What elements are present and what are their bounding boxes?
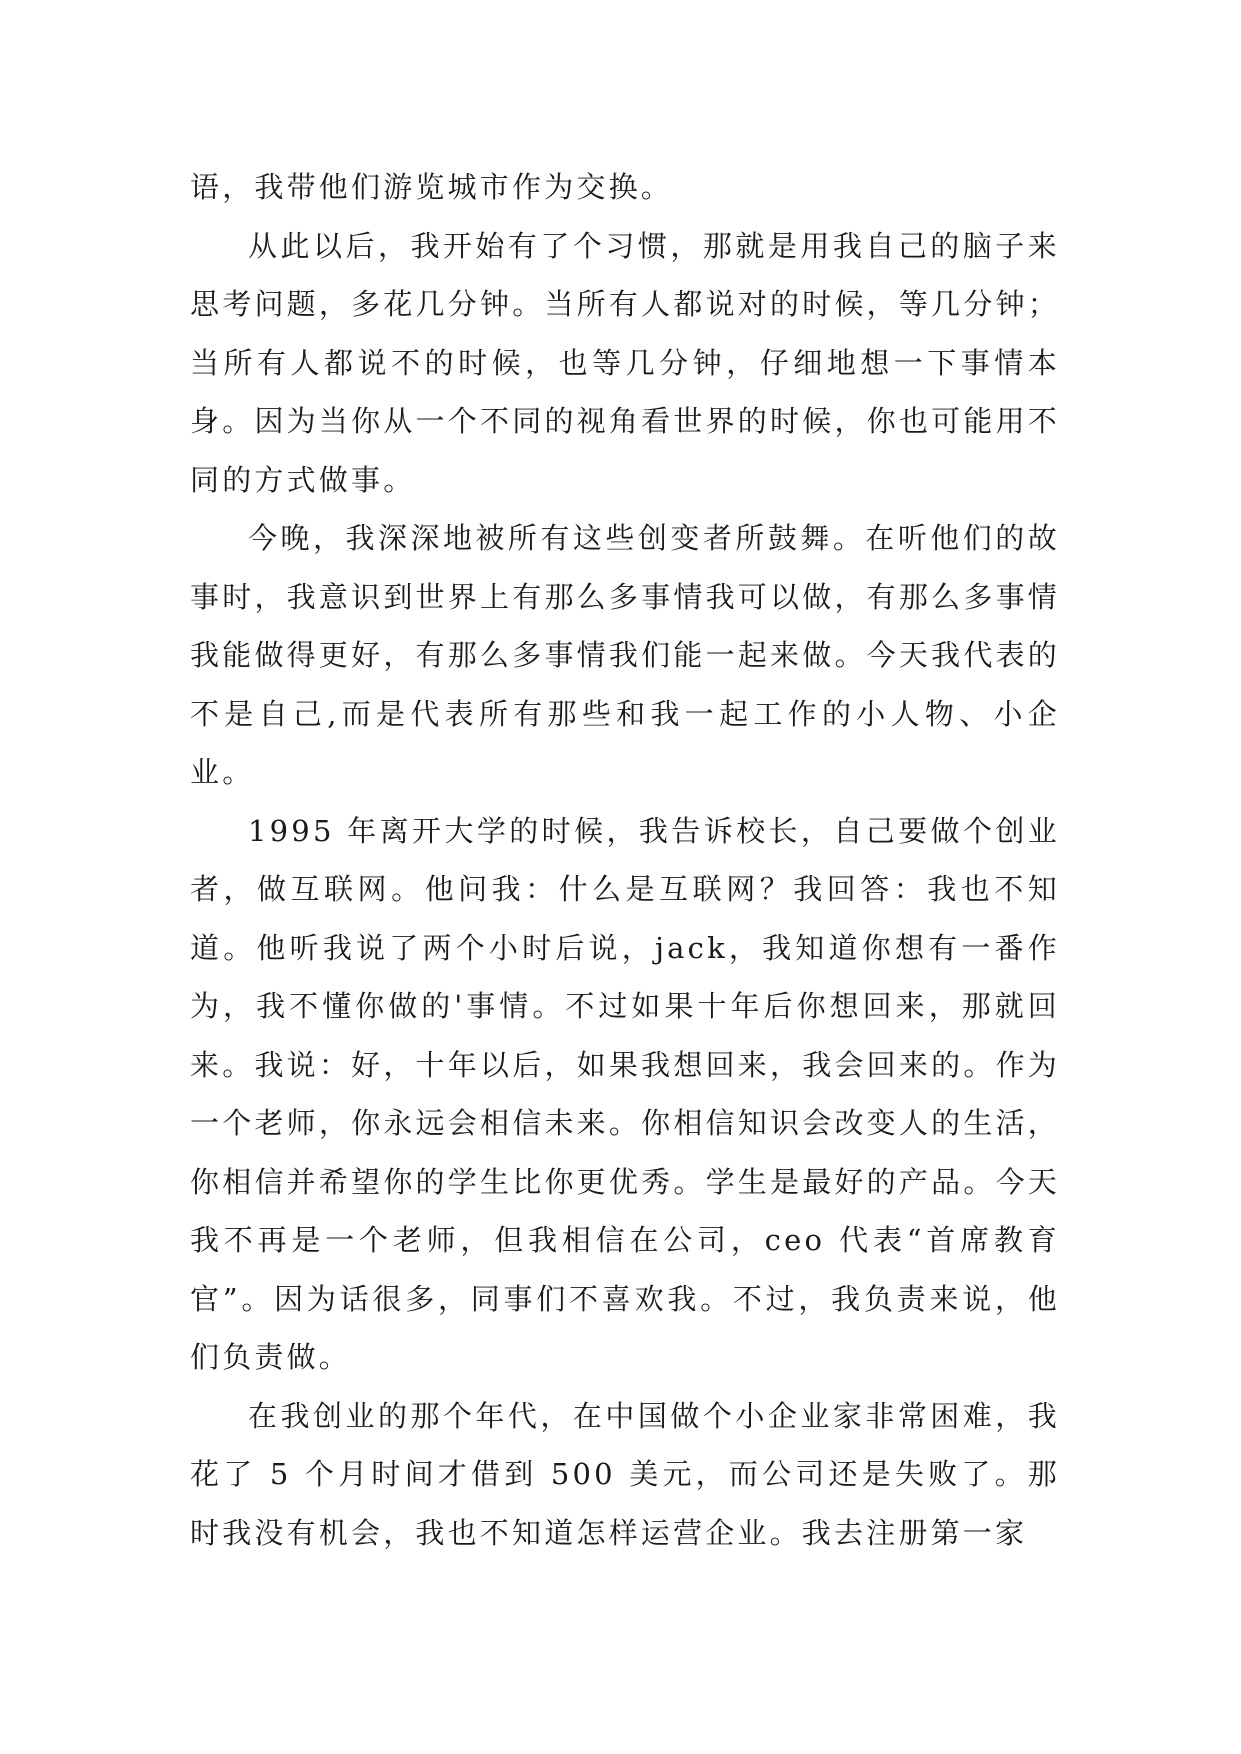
body-text <box>190 158 1060 1562</box>
paragraph-4: 1995 年离开大学的时候，我告诉校长，自己要做个创业者，做互联网。他问我：什么是互联网？我回答：我也不知道。他听我说了两个小时后说，jack，我知道你想有一番作为，我不懂你做的'事情。不过如果十年后你想回来，那就回来。我说：好，十年以后，如果我想回来，我会回来的。作为一个老师，你永远会相信未来。你相信知识会改变人的生活，你相信并希望你的学生比你更优秀。学生是最好的产品。今天我不再是一个老师，但我相信在公司，ceo 代表“首席教育官”。因为话很多，同事们不喜欢我。不过，我负责来说，他们负责做。 <box>190 813 1060 1374</box>
paragraph-2: 从此以后，我开始有了个习惯，那就是用我自己的脑子来思考问题，多花几分钟。当所有人都说对的时候，等几分钟；当所有人都说不的时候，也等几分钟，仔细地想一下事情本身。因为当你从一个不同的视角看世界的时候，你也可能用不同的方式做事。 <box>190 228 1060 497</box>
paragraph-5: 在我创业的那个年代，在中国做个小企业家非常困难，我花了 5 个月时间才借到 500 美元，而公司还是失败了。那时我没有机会，我也不知道怎样运营企业。我去注册第一家 <box>190 1398 1060 1550</box>
paragraph-3: 今晚，我深深地被所有这些创变者所鼓舞。在听他们的故事时，我意识到世界上有那么多事情我可以做，有那么多事情我能做得更好，有那么多事情我们能一起来做。今天我代表的不是自己,而是代表所有那些和我一起工作的小人物、小企业。 <box>190 521 1060 789</box>
paragraph-1: 语，我带他们游览城市作为交换。 <box>190 170 674 204</box>
